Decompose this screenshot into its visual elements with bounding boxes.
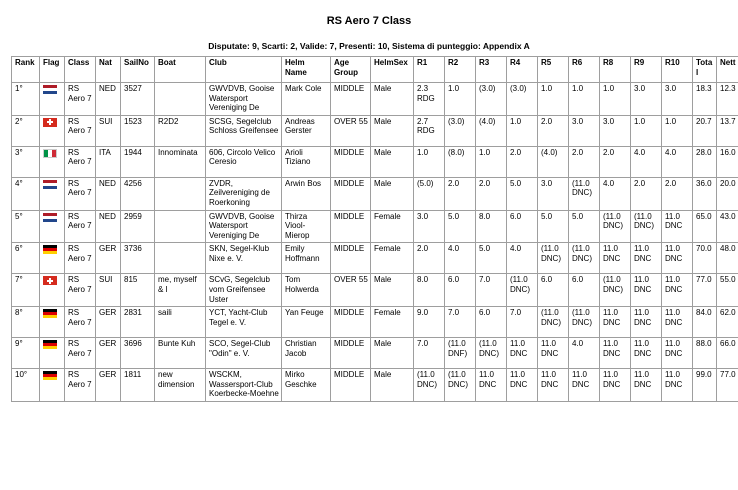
column-header-r3: R3 <box>476 57 507 83</box>
r2-cell: (3.0) <box>445 115 476 146</box>
r2-cell: (8.0) <box>445 146 476 177</box>
r10-cell: 11.0 DNC <box>662 307 693 338</box>
r10-cell: 11.0 DNC <box>662 210 693 243</box>
club-cell: SCvG, Segelclub vom Greifensee Uster <box>206 274 282 307</box>
total-cell: 70.0 <box>693 243 717 274</box>
r10-cell: 11.0 DNC <box>662 243 693 274</box>
helm-name-cell: Tom Holwerda <box>282 274 331 307</box>
r5-cell: 11.0 DNC <box>538 338 569 369</box>
flag-ger-icon <box>43 371 57 380</box>
column-header-age-group: Age Group <box>331 57 371 83</box>
r6-cell: 4.0 <box>569 338 600 369</box>
rank-cell: 9° <box>12 338 40 369</box>
total-cell: 65.0 <box>693 210 717 243</box>
r4-cell: 11.0 DNC <box>507 338 538 369</box>
nett-cell: 13.7 <box>717 115 738 146</box>
r1-cell: 9.0 <box>414 307 445 338</box>
results-table <box>11 56 738 402</box>
r9-cell: 3.0 <box>631 83 662 116</box>
r1-cell: 8.0 <box>414 274 445 307</box>
sailno-cell: 1523 <box>121 115 155 146</box>
club-cell: SCO, Segel-Club "Odin" e. V. <box>206 338 282 369</box>
total-cell: 28.0 <box>693 146 717 177</box>
helm-name-cell: Mirko Geschke <box>282 369 331 402</box>
nat-cell: SUI <box>96 115 121 146</box>
flag-cell <box>40 338 65 369</box>
r5-cell: 5.0 <box>538 210 569 243</box>
helmsex-cell: Male <box>371 83 414 116</box>
helm-name-cell: Emily Hoffmann <box>282 243 331 274</box>
r4-cell: 7.0 <box>507 307 538 338</box>
boat-cell: R2D2 <box>155 115 206 146</box>
club-cell: 606, Circolo Velico Ceresio <box>206 146 282 177</box>
column-header-rank: Rank <box>12 57 40 83</box>
class-cell: RS Aero 7 <box>65 210 96 243</box>
nat-cell: GER <box>96 243 121 274</box>
r6-cell: (11.0 DNC) <box>569 177 600 210</box>
age-group-cell: MIDDLE <box>331 369 371 402</box>
club-cell: GWVDVB, Gooise Watersport Vereniging De <box>206 83 282 116</box>
r2-cell: 1.0 <box>445 83 476 116</box>
r6-cell: (11.0 DNC) <box>569 307 600 338</box>
r10-cell: 1.0 <box>662 115 693 146</box>
r4-cell: 11.0 DNC <box>507 369 538 402</box>
table-row <box>12 274 738 307</box>
r2-cell: (11.0 DNF) <box>445 338 476 369</box>
age-group-cell: MIDDLE <box>331 146 371 177</box>
table-row <box>12 338 738 369</box>
r9-cell: 11.0 DNC <box>631 274 662 307</box>
club-cell: YCT, Yacht-Club Tegel e. V. <box>206 307 282 338</box>
flag-ger-icon <box>43 245 57 254</box>
nett-cell: 16.0 <box>717 146 738 177</box>
nat-cell: NED <box>96 177 121 210</box>
boat-cell <box>155 243 206 274</box>
r4-cell: (11.0 DNC) <box>507 274 538 307</box>
helm-name-cell: Arwin Bos <box>282 177 331 210</box>
sailno-cell: 3736 <box>121 243 155 274</box>
r1-cell: 2.0 <box>414 243 445 274</box>
table-row <box>12 177 738 210</box>
r3-cell: 11.0 DNC <box>476 369 507 402</box>
total-cell: 99.0 <box>693 369 717 402</box>
column-header-r6: R6 <box>569 57 600 83</box>
rank-cell: 5° <box>12 210 40 243</box>
column-header-sailno: SailNo <box>121 57 155 83</box>
nett-cell: 43.0 <box>717 210 738 243</box>
r9-cell: 2.0 <box>631 177 662 210</box>
r2-cell: 6.0 <box>445 274 476 307</box>
sailno-cell: 3696 <box>121 338 155 369</box>
helm-name-cell: Thirza Viool-Mierop <box>282 210 331 243</box>
table-row <box>12 146 738 177</box>
page-title: RS Aero 7 Class <box>326 15 412 27</box>
helm-name-cell: Yan Feuge <box>282 307 331 338</box>
r8-cell: 11.0 DNC <box>600 338 631 369</box>
club-cell: GWVDVB, Gooise Watersport Vereniging De <box>206 210 282 243</box>
r10-cell: 11.0 DNC <box>662 338 693 369</box>
r9-cell: 11.0 DNC <box>631 307 662 338</box>
r8-cell: (11.0 DNC) <box>600 210 631 243</box>
boat-cell: Innominata <box>155 146 206 177</box>
r8-cell: (11.0 DNC) <box>600 274 631 307</box>
club-cell: ZVDR, Zeilvereniging de Roerkoning <box>206 177 282 210</box>
r8-cell: 11.0 DNC <box>600 243 631 274</box>
helm-name-cell: Christian Jacob <box>282 338 331 369</box>
age-group-cell: MIDDLE <box>331 338 371 369</box>
total-cell: 18.3 <box>693 83 717 116</box>
column-header-boat: Boat <box>155 57 206 83</box>
age-group-cell: OVER 55 <box>331 115 371 146</box>
r6-cell: 11.0 DNC <box>569 369 600 402</box>
sailno-cell: 2831 <box>121 307 155 338</box>
r3-cell: 5.0 <box>476 243 507 274</box>
flag-cell <box>40 115 65 146</box>
boat-cell: me, myself & I <box>155 274 206 307</box>
column-header-r10: R10 <box>662 57 693 83</box>
age-group-cell: MIDDLE <box>331 307 371 338</box>
r1-cell: 2.3 RDG <box>414 83 445 116</box>
nat-cell: GER <box>96 307 121 338</box>
sailno-cell: 2959 <box>121 210 155 243</box>
nat-cell: NED <box>96 83 121 116</box>
boat-cell: Bunte Kuh <box>155 338 206 369</box>
nett-cell: 77.0 <box>717 369 738 402</box>
helm-name-cell: Mark Cole <box>282 83 331 116</box>
r5-cell: (4.0) <box>538 146 569 177</box>
class-cell: RS Aero 7 <box>65 338 96 369</box>
helm-name-cell: Andreas Gerster <box>282 115 331 146</box>
rank-cell: 7° <box>12 274 40 307</box>
total-cell: 84.0 <box>693 307 717 338</box>
class-cell: RS Aero 7 <box>65 369 96 402</box>
flag-sui-icon <box>43 118 57 127</box>
age-group-cell: MIDDLE <box>331 83 371 116</box>
r5-cell: 3.0 <box>538 177 569 210</box>
sailno-cell: 4256 <box>121 177 155 210</box>
table-row <box>12 369 738 402</box>
helmsex-cell: Female <box>371 210 414 243</box>
flag-cell <box>40 210 65 243</box>
flag-ned-icon <box>43 85 57 94</box>
flag-sui-icon <box>43 276 57 285</box>
flag-cell <box>40 146 65 177</box>
class-cell: RS Aero 7 <box>65 177 96 210</box>
r9-cell: 1.0 <box>631 115 662 146</box>
rank-cell: 3° <box>12 146 40 177</box>
r3-cell: (11.0 DNC) <box>476 338 507 369</box>
r5-cell: (11.0 DNC) <box>538 307 569 338</box>
helmsex-cell: Male <box>371 115 414 146</box>
r2-cell: (11.0 DNC) <box>445 369 476 402</box>
total-cell: 77.0 <box>693 274 717 307</box>
age-group-cell: MIDDLE <box>331 243 371 274</box>
r3-cell: 2.0 <box>476 177 507 210</box>
r4-cell: 2.0 <box>507 146 538 177</box>
r3-cell: 1.0 <box>476 146 507 177</box>
rank-cell: 2° <box>12 115 40 146</box>
boat-cell: new dimension <box>155 369 206 402</box>
flag-ger-icon <box>43 340 57 349</box>
r9-cell: 11.0 DNC <box>631 243 662 274</box>
r5-cell: (11.0 DNC) <box>538 243 569 274</box>
r4-cell: 4.0 <box>507 243 538 274</box>
r10-cell: 4.0 <box>662 146 693 177</box>
r10-cell: 3.0 <box>662 83 693 116</box>
nett-cell: 48.0 <box>717 243 738 274</box>
age-group-cell: MIDDLE <box>331 177 371 210</box>
r9-cell: (11.0 DNC) <box>631 210 662 243</box>
total-cell: 20.7 <box>693 115 717 146</box>
table-row <box>12 307 738 338</box>
r4-cell: 1.0 <box>507 115 538 146</box>
r4-cell: 5.0 <box>507 177 538 210</box>
table-row <box>12 210 738 243</box>
nett-cell: 55.0 <box>717 274 738 307</box>
helm-name-cell: Arioli Tiziano <box>282 146 331 177</box>
r8-cell: 3.0 <box>600 115 631 146</box>
column-header-r1: R1 <box>414 57 445 83</box>
flag-ned-icon <box>43 213 57 222</box>
helmsex-cell: Male <box>371 177 414 210</box>
column-header-helm-name: Helm Name <box>282 57 331 83</box>
club-cell: SCSG, Segelclub Schloss Greifensee <box>206 115 282 146</box>
table-row <box>12 83 738 116</box>
r9-cell: 4.0 <box>631 146 662 177</box>
r8-cell: 1.0 <box>600 83 631 116</box>
sailno-cell: 1944 <box>121 146 155 177</box>
club-cell: SKN, Segel-Klub Nixe e. V. <box>206 243 282 274</box>
column-header-total: Total <box>693 57 717 83</box>
r3-cell: 8.0 <box>476 210 507 243</box>
flag-cell <box>40 274 65 307</box>
helmsex-cell: Male <box>371 369 414 402</box>
helmsex-cell: Male <box>371 338 414 369</box>
age-group-cell: MIDDLE <box>331 210 371 243</box>
r5-cell: 6.0 <box>538 274 569 307</box>
total-cell: 88.0 <box>693 338 717 369</box>
age-group-cell: OVER 55 <box>331 274 371 307</box>
nat-cell: GER <box>96 369 121 402</box>
r6-cell: 2.0 <box>569 146 600 177</box>
column-header-r4: R4 <box>507 57 538 83</box>
class-cell: RS Aero 7 <box>65 83 96 116</box>
flag-ned-icon <box>43 180 57 189</box>
r10-cell: 11.0 DNC <box>662 369 693 402</box>
r2-cell: 2.0 <box>445 177 476 210</box>
r5-cell: 1.0 <box>538 83 569 116</box>
class-cell: RS Aero 7 <box>65 115 96 146</box>
helmsex-cell: Female <box>371 243 414 274</box>
column-header-r5: R5 <box>538 57 569 83</box>
flag-cell <box>40 83 65 116</box>
r8-cell: 11.0 DNC <box>600 307 631 338</box>
boat-cell <box>155 210 206 243</box>
column-header-club: Club <box>206 57 282 83</box>
r3-cell: (3.0) <box>476 83 507 116</box>
r10-cell: 2.0 <box>662 177 693 210</box>
header-row <box>12 57 738 83</box>
column-header-helmsex: HelmSex <box>371 57 414 83</box>
r6-cell: 6.0 <box>569 274 600 307</box>
r1-cell: 7.0 <box>414 338 445 369</box>
flag-ita-icon <box>43 149 57 158</box>
r1-cell: 2.7 RDG <box>414 115 445 146</box>
page-subtitle: Disputate: 9, Scarti: 2, Valide: 7, Presenti: 10, Sistema di punteggio: Appendix A <box>208 41 530 51</box>
total-cell: 36.0 <box>693 177 717 210</box>
nat-cell: SUI <box>96 274 121 307</box>
r8-cell: 2.0 <box>600 146 631 177</box>
r6-cell: 3.0 <box>569 115 600 146</box>
column-header-r9: R9 <box>631 57 662 83</box>
flag-cell <box>40 307 65 338</box>
helmsex-cell: Male <box>371 146 414 177</box>
r1-cell: (5.0) <box>414 177 445 210</box>
r5-cell: 2.0 <box>538 115 569 146</box>
r3-cell: 7.0 <box>476 274 507 307</box>
column-header-flag: Flag <box>40 57 65 83</box>
rank-cell: 6° <box>12 243 40 274</box>
rank-cell: 4° <box>12 177 40 210</box>
class-cell: RS Aero 7 <box>65 146 96 177</box>
r1-cell: 3.0 <box>414 210 445 243</box>
class-cell: RS Aero 7 <box>65 307 96 338</box>
class-cell: RS Aero 7 <box>65 274 96 307</box>
sailno-cell: 1811 <box>121 369 155 402</box>
r8-cell: 11.0 DNC <box>600 369 631 402</box>
r9-cell: 11.0 DNC <box>631 369 662 402</box>
r2-cell: 7.0 <box>445 307 476 338</box>
r6-cell: 1.0 <box>569 83 600 116</box>
flag-cell <box>40 177 65 210</box>
r3-cell: (4.0) <box>476 115 507 146</box>
sailno-cell: 3527 <box>121 83 155 116</box>
r3-cell: 6.0 <box>476 307 507 338</box>
helmsex-cell: Female <box>371 307 414 338</box>
table-row <box>12 243 738 274</box>
nat-cell: GER <box>96 338 121 369</box>
column-header-r2: R2 <box>445 57 476 83</box>
nett-cell: 62.0 <box>717 307 738 338</box>
club-cell: WSCKM, Wassersport-Club Koerbecke-Moehne <box>206 369 282 402</box>
r6-cell: 5.0 <box>569 210 600 243</box>
nett-cell: 12.3 <box>717 83 738 116</box>
r6-cell: (11.0 DNC) <box>569 243 600 274</box>
r8-cell: 4.0 <box>600 177 631 210</box>
sailno-cell: 815 <box>121 274 155 307</box>
rank-cell: 10° <box>12 369 40 402</box>
boat-cell: saili <box>155 307 206 338</box>
nett-cell: 20.0 <box>717 177 738 210</box>
column-header-nett: Nett <box>717 57 738 83</box>
class-cell: RS Aero 7 <box>65 243 96 274</box>
column-header-r8: R8 <box>600 57 631 83</box>
boat-cell <box>155 177 206 210</box>
r10-cell: 11.0 DNC <box>662 274 693 307</box>
nett-cell: 66.0 <box>717 338 738 369</box>
nat-cell: ITA <box>96 146 121 177</box>
results-body <box>12 83 738 402</box>
boat-cell <box>155 83 206 116</box>
r4-cell: 6.0 <box>507 210 538 243</box>
flag-ger-icon <box>43 309 57 318</box>
helmsex-cell: Male <box>371 274 414 307</box>
table-row <box>12 115 738 146</box>
r1-cell: (11.0 DNC) <box>414 369 445 402</box>
flag-cell <box>40 369 65 402</box>
r2-cell: 5.0 <box>445 210 476 243</box>
r2-cell: 4.0 <box>445 243 476 274</box>
flag-cell <box>40 243 65 274</box>
r5-cell: 11.0 DNC <box>538 369 569 402</box>
column-header-class: Class <box>65 57 96 83</box>
r4-cell: (3.0) <box>507 83 538 116</box>
r1-cell: 1.0 <box>414 146 445 177</box>
column-header-nat: Nat <box>96 57 121 83</box>
rank-cell: 1° <box>12 83 40 116</box>
rank-cell: 8° <box>12 307 40 338</box>
nat-cell: NED <box>96 210 121 243</box>
r9-cell: 11.0 DNC <box>631 338 662 369</box>
